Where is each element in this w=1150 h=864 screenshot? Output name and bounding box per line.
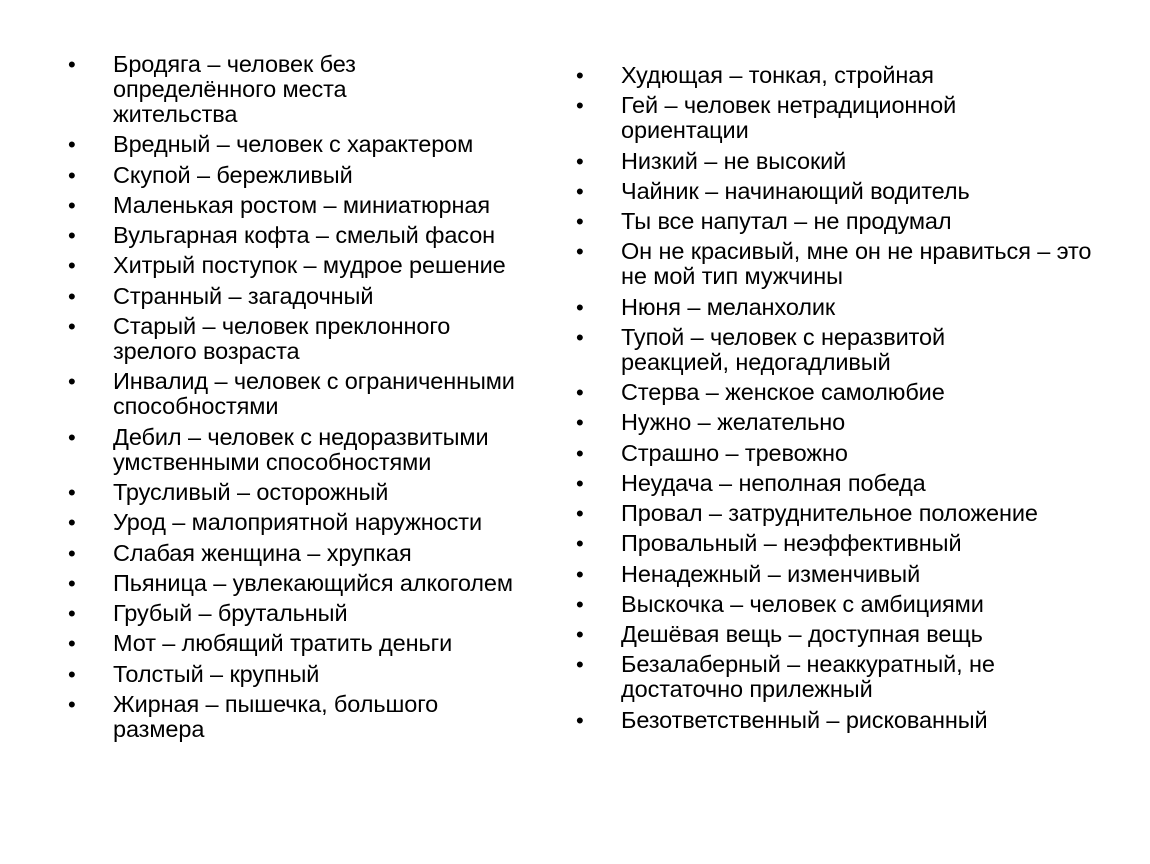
list-item — [576, 179, 1136, 204]
list-item-text: Он не красивый, мне он не нравиться – это не мой тип мужчины — [621, 238, 1092, 290]
list-item-text: Провал – затруднительное положение — [621, 500, 1038, 526]
list-item — [576, 592, 1136, 617]
list-item-text: Ты все напутал – не продумал — [621, 208, 952, 234]
list-item — [68, 631, 568, 656]
list-item-text: Нюня – меланхолик — [621, 293, 836, 320]
list-item-text: Слабая женщина – хрупкая — [113, 539, 412, 566]
list-item-text: Пьяница – увлекающийся алкоголем — [113, 569, 513, 596]
list-item-text: Скупой – бережливый — [113, 161, 353, 188]
bullet-marker: • — [576, 239, 584, 265]
list-item-text: Грубый – брутальный — [113, 600, 348, 627]
bullet-marker: • — [68, 162, 76, 188]
list-item — [68, 662, 568, 687]
list-item — [576, 501, 1136, 526]
list-item-text: Хитрый поступок – мудрое решение — [113, 252, 506, 279]
bullet-marker: • — [68, 223, 76, 249]
bullet-marker: • — [68, 510, 76, 536]
list-item-text: Страшно – тревожно — [621, 439, 848, 466]
bullet-marker: • — [68, 132, 76, 158]
bullet-marker: • — [576, 63, 584, 88]
list-item — [576, 622, 1136, 647]
list-item-text: Безалаберный – неаккуратный, не достаточно прилежный — [621, 651, 995, 703]
list-item — [576, 531, 1136, 556]
bullet-marker: • — [576, 93, 584, 119]
list-item — [68, 223, 568, 248]
bullet-marker: • — [576, 178, 584, 204]
list-item-text: Маленькая ростом – миниатюрная — [113, 191, 490, 218]
bullet-marker: • — [576, 652, 584, 678]
list-item — [576, 380, 1136, 405]
bullet-marker: • — [576, 622, 584, 647]
list-item-text: Странный – загадочный — [113, 282, 374, 309]
list-item-text: Урод – малоприятной наружности — [113, 509, 482, 536]
list-item-text: Неудача – неполная победа — [621, 469, 926, 496]
list-item — [576, 149, 1136, 174]
list-item-text: Стерва – женское самолюбие — [621, 379, 945, 405]
list-item — [576, 708, 1136, 733]
list-item-text: Жирная – пышечка, большого размера — [113, 691, 439, 743]
list-item — [68, 132, 568, 157]
bullet-marker: • — [68, 540, 76, 566]
bullet-marker: • — [576, 148, 584, 174]
list-item — [68, 510, 568, 535]
list-item — [68, 314, 533, 364]
list-item — [68, 480, 568, 505]
list-item — [576, 562, 1136, 587]
bullet-marker: • — [68, 314, 76, 340]
list-item — [576, 441, 1136, 466]
bullet-marker: • — [68, 661, 76, 687]
list-item — [576, 652, 1051, 702]
list-item-text: Выскочка – человек с амбициями — [621, 590, 984, 617]
bullet-marker: • — [576, 707, 584, 733]
bullet-marker: • — [68, 570, 76, 596]
list-item — [576, 471, 1136, 496]
bullet-marker: • — [68, 601, 76, 627]
bullet-marker: • — [68, 52, 76, 77]
list-item-text: Толстый – крупный — [113, 660, 320, 687]
list-item — [68, 541, 568, 566]
bullet-marker: • — [68, 424, 76, 450]
list-item-text: Чайник – начинающий водитель — [621, 177, 970, 204]
list-item — [68, 571, 568, 596]
list-item — [68, 253, 568, 278]
list-item-text: Дебил – человек с недоразвитыми умственными способностями — [113, 423, 489, 475]
bullet-marker: • — [576, 531, 584, 557]
list-item — [68, 193, 568, 218]
list-item — [68, 369, 543, 419]
list-item-text: Худющая – тонкая, стройная — [621, 62, 934, 88]
list-item-text: Тупой – человек с неразвитой реакцией, недогадливый — [621, 323, 945, 375]
list-item-text: Гей – человек нетрадиционной ориентации — [621, 92, 957, 144]
list-item — [68, 601, 568, 626]
bullet-marker: • — [576, 591, 584, 617]
bullet-marker: • — [68, 692, 76, 718]
list-item-text: Мот – любящий тратить деньги — [113, 630, 453, 657]
bullet-marker: • — [576, 501, 584, 526]
list-item — [68, 425, 593, 475]
bullet-marker: • — [576, 561, 584, 587]
list-item-text: Бродяга – человек без определённого места жительства — [113, 51, 356, 127]
list-item — [576, 63, 1136, 88]
list-item-text: Трусливый – осторожный — [113, 478, 389, 505]
list-item — [68, 284, 568, 309]
bullet-marker: • — [576, 209, 584, 234]
list-item-text: Инвалид – человек с ограниченными способностями — [113, 368, 515, 420]
list-item-text: Старый – человек преклонного зрелого возраста — [113, 313, 451, 365]
list-item-text: Низкий – не высокий — [621, 147, 847, 174]
list-item — [68, 692, 513, 742]
list-item — [576, 325, 1021, 375]
list-item — [576, 295, 1136, 320]
bullet-marker: • — [576, 440, 584, 466]
list-item-text: Ненадежный – изменчивый — [621, 560, 921, 587]
list-item — [576, 239, 1121, 289]
list-item — [68, 163, 568, 188]
bullet-marker: • — [68, 283, 76, 309]
list-item-text: Нужно – желательно — [621, 409, 846, 436]
list-item-text: Провальный – неэффективный — [621, 530, 962, 557]
bullet-marker: • — [576, 410, 584, 436]
bullet-marker: • — [576, 470, 584, 496]
list-item — [576, 209, 1136, 234]
list-item — [576, 93, 1041, 143]
list-item-text: Дешёвая вещь – доступная вещь — [621, 621, 983, 647]
bullet-marker: • — [68, 369, 76, 395]
list-item — [576, 410, 1136, 435]
bullet-marker: • — [576, 294, 584, 320]
list-item-text: Безответственный – рискованный — [621, 706, 988, 733]
right-bullet-list — [576, 63, 1136, 738]
bullet-marker: • — [68, 253, 76, 279]
bullet-marker: • — [576, 324, 584, 350]
bullet-marker: • — [68, 479, 76, 505]
list-item-text: Вредный – человек с характером — [113, 131, 474, 158]
left-bullet-list — [68, 52, 568, 747]
list-item-text: Вульгарная кофта – смелый фасон — [113, 222, 496, 249]
bullet-marker: • — [576, 380, 584, 405]
bullet-marker: • — [68, 631, 76, 657]
list-item — [68, 52, 443, 127]
bullet-marker: • — [68, 192, 76, 218]
